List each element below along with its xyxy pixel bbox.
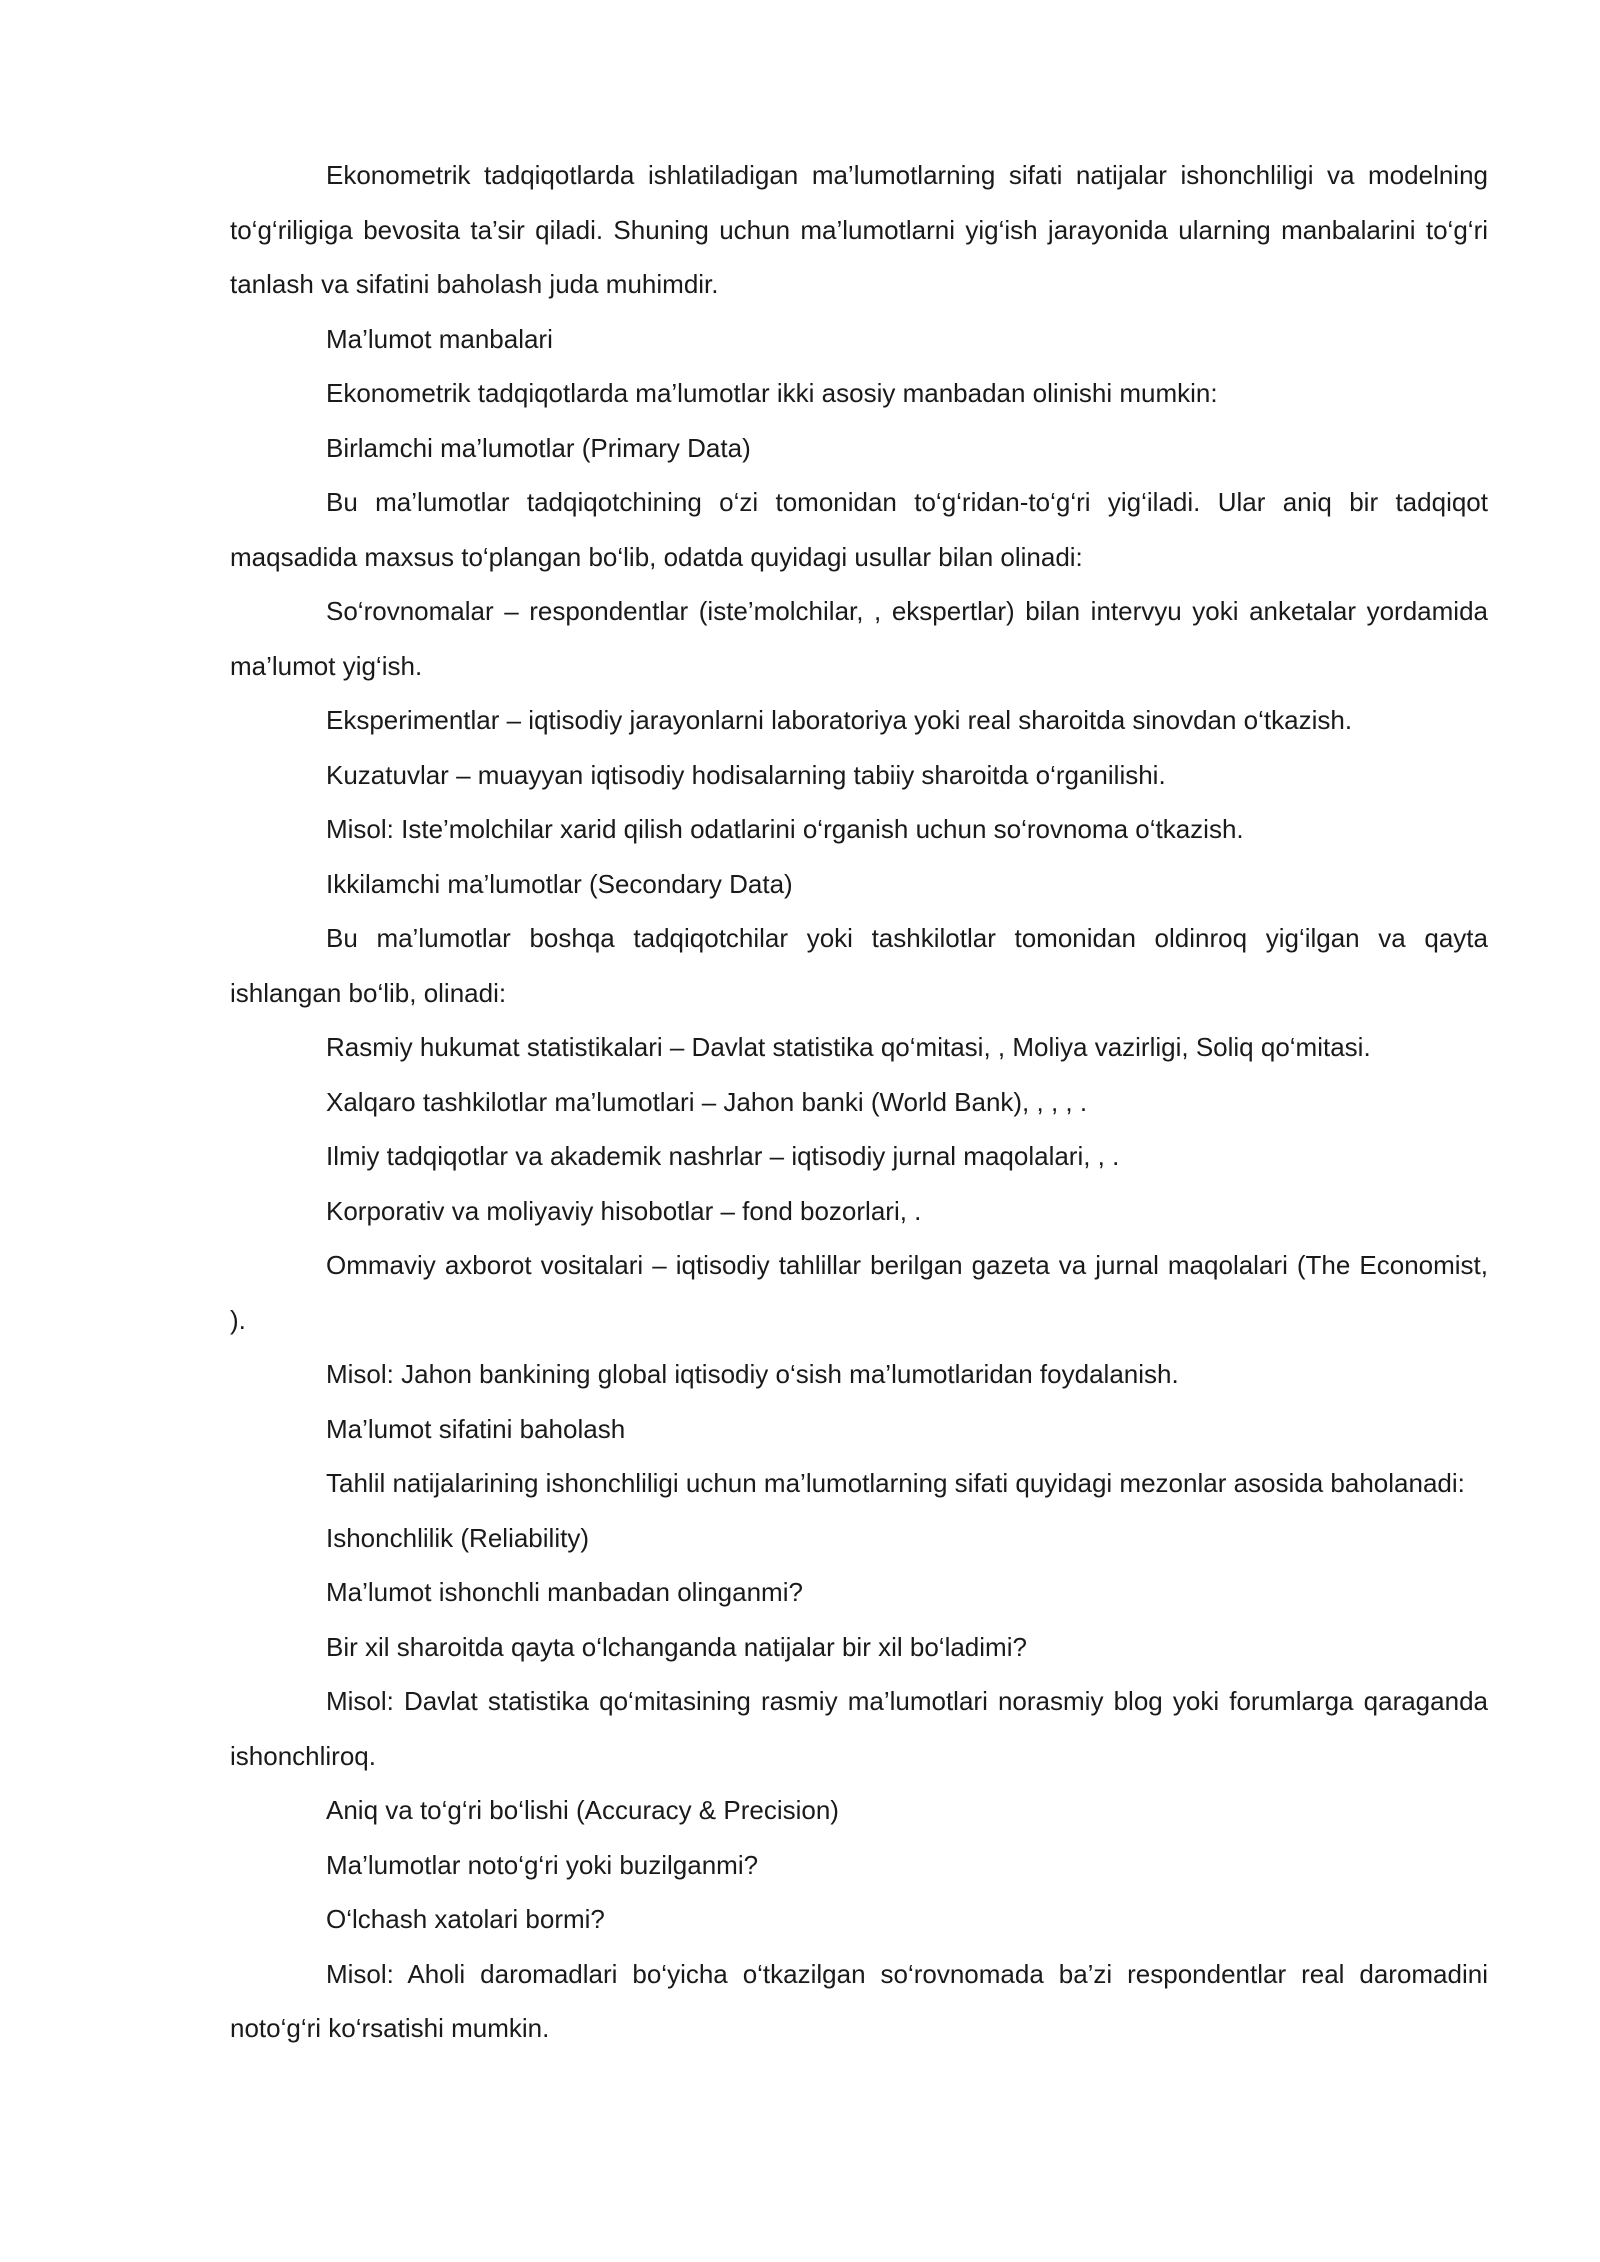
example-reliability: Misol: Davlat statistika qo‘mitasining rasmiy ma’lumotlari norasmiy blog yoki forumlarga qaraganda ishonchliroq. xyxy=(230,1686,1488,1771)
heading-data-sources: Ma’lumot manbalari xyxy=(326,323,553,354)
paragraph-intro: Ekonometrik tadqiqotlarda ishlatiladigan ma’lumotlarning sifati natijalar ishonchliligi va modelning to‘g‘riligiga bevosita ta’sir qiladi. Shuning uchun ma’lumotlarni yig‘ish jarayonida ularning manbalarini to‘g‘ri tanlash va sifatini baholash juda muhimdir. xyxy=(230,160,1488,299)
question-reliable-source: Ma’lumot ishonchli manbadan olinganmi? xyxy=(326,1577,803,1607)
question-corrupted-data: Ma’lumotlar noto‘g‘ri yoki buzilganmi? xyxy=(326,1849,759,1880)
heading-primary-data: Birlamchi ma’lumotlar (Primary Data) xyxy=(326,432,751,463)
question-repeatable: Bir xil sharoitda qayta o‘lchanganda natijalar bir xil bo‘ladimi? xyxy=(326,1631,1027,1662)
example-primary: Misol: Iste’molchilar xarid qilish odatlarini o‘rganish uchun so‘rovnoma o‘tkazish. xyxy=(326,814,1244,844)
list-item-surveys: So‘rovnomalar – respondentlar (iste’molchilar, , ekspertlar) bilan intervyu yoki anketalar yordamida ma’lumot yig‘ish. xyxy=(230,596,1488,681)
list-item-academic-publications: Ilmiy tadqiqotlar va akademik nashrlar – iqtisodiy jurnal maqolalari, , . xyxy=(326,1141,1120,1171)
list-item-international-organizations: Xalqaro tashkilotlar ma’lumotlari – Jahon banki (World Bank), , , , . xyxy=(326,1086,1088,1117)
question-measurement-errors: O‘lchash xatolari bormi? xyxy=(326,1904,605,1934)
heading-accuracy-precision: Aniq va to‘g‘ri bo‘lishi (Accuracy & Precision) xyxy=(326,1795,839,1825)
list-item-corporate-reports: Korporativ va moliyaviy hisobotlar – fond bozorlari, . xyxy=(326,1195,922,1226)
list-item-official-statistics: Rasmiy hukumat statistikalari – Davlat statistika qo‘mitasi, , Moliya vazirligi, Soliq qo‘mitasi. xyxy=(326,1032,1371,1062)
list-item-experiments: Eksperimentlar – iqtisodiy jarayonlarni laboratoriya yoki real sharoitda sinovdan o‘tkazish. xyxy=(326,705,1353,735)
heading-secondary-data: Ikkilamchi ma’lumotlar (Secondary Data) xyxy=(326,868,793,899)
list-item-mass-media: Ommaviy axborot vositalari – iqtisodiy tahlillar berilgan gazeta va jurnal maqolalari (The Economist, ). xyxy=(230,1250,1488,1335)
example-secondary: Misol: Jahon bankining global iqtisodiy o‘sish ma’lumotlaridan foydalanish. xyxy=(326,1359,1179,1389)
paragraph-quality-criteria: Tahlil natijalarining ishonchliligi uchun ma’lumotlarning sifati quyidagi mezonlar asosida baholanadi: xyxy=(326,1468,1465,1498)
paragraph-primary-description: Bu ma’lumotlar tadqiqotchining o‘zi tomonidan to‘g‘ridan-to‘g‘ri yig‘iladi. Ular aniq bir tadqiqot maqsadida maxsus to‘plangan bo‘lib, odatda quyidagi usullar bilan olinadi: xyxy=(230,487,1488,572)
list-item-observations: Kuzatuvlar – muayyan iqtisodiy hodisalarning tabiiy sharoitda o‘rganilishi. xyxy=(326,759,1166,790)
heading-reliability: Ishonchlilik (Reliability) xyxy=(326,1522,589,1553)
heading-quality-assessment: Ma’lumot sifatini baholash xyxy=(326,1413,626,1444)
paragraph-two-sources: Ekonometrik tadqiqotlarda ma’lumotlar ikki asosiy manbadan olinishi mumkin: xyxy=(326,378,1218,408)
paragraph-secondary-description: Bu ma’lumotlar boshqa tadqiqotchilar yoki tashkilotlar tomonidan oldinroq yig‘ilgan va qayta ishlangan bo‘lib, olinadi: xyxy=(230,923,1488,1008)
example-accuracy: Misol: Aholi daromadlari bo‘yicha o‘tkazilgan so‘rovnomada ba’zi respondentlar real daromadini noto‘g‘ri ko‘rsatishi mumkin. xyxy=(230,1958,1488,2043)
document-body xyxy=(230,148,1488,2056)
